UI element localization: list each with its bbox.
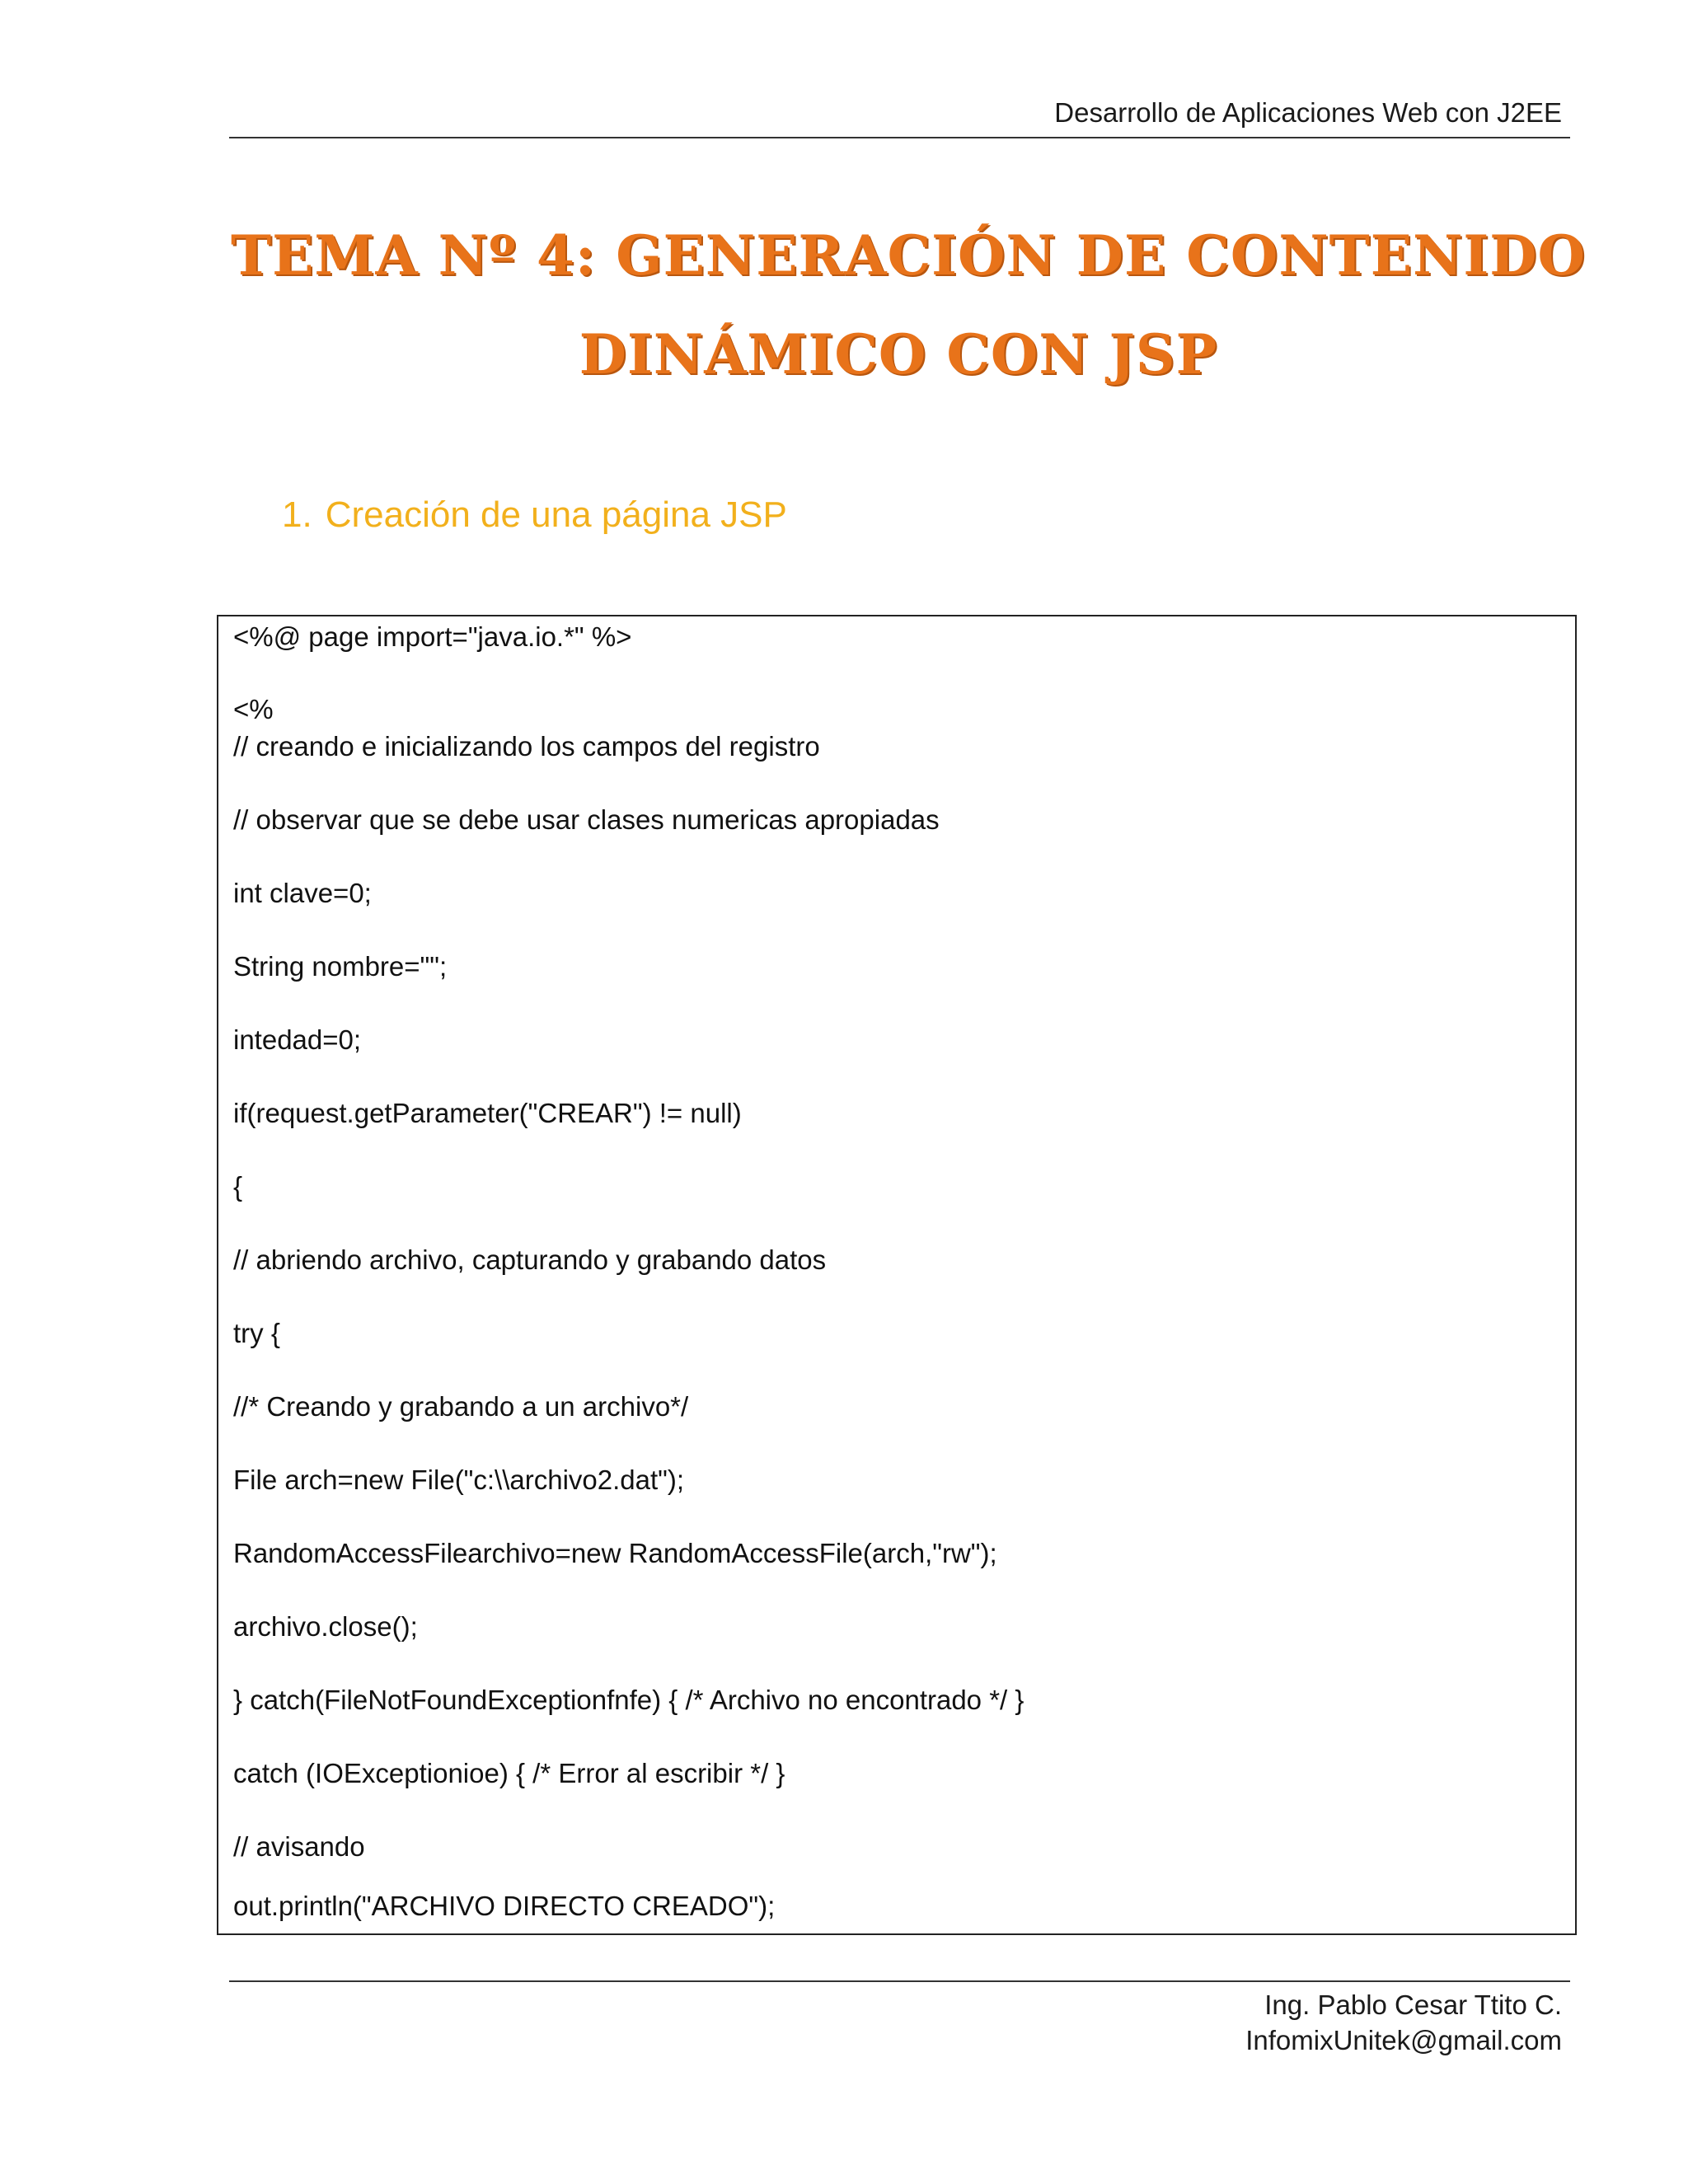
code-line-15: archivo.close(); — [233, 1611, 418, 1642]
code-line-7: intedad=0; — [233, 1024, 362, 1055]
page-header-title: Desarrollo de Aplicaciones Web con J2EE — [1054, 97, 1562, 128]
code-line-16: } catch(FileNotFoundExceptionfnfe) { /* Archivo no encontrado */ } — [233, 1685, 1025, 1715]
code-line-3: // creando e inicializando los campos del registro — [233, 731, 820, 762]
section-heading-text: Creación de una página JSP — [325, 494, 787, 535]
footer-divider — [229, 1980, 1570, 1982]
code-line-9: { — [233, 1171, 243, 1202]
code-line-1: <%@ page import="java.io.*" %> — [233, 621, 632, 652]
footer-email: InfomixUnitek@gmail.com — [1245, 2025, 1562, 2055]
code-line-4: // observar que se debe usar clases numericas apropiadas — [233, 804, 940, 835]
code-listing-box — [217, 615, 1577, 1935]
code-line-10: // abriendo archivo, capturando y grabando datos — [233, 1244, 827, 1275]
footer-author: Ing. Pablo Cesar Ttito C. — [1264, 1990, 1562, 2020]
code-line-17: catch (IOExceptionioe) { /* Error al escribir */ } — [233, 1758, 785, 1788]
section-heading — [282, 494, 787, 536]
code-line-12: //* Creando y grabando a un archivo*/ — [233, 1391, 689, 1422]
document-title — [231, 206, 1587, 404]
header-divider — [229, 137, 1570, 138]
code-line-19: out.println("ARCHIVO DIRECTO CREADO"); — [233, 1891, 776, 1921]
code-line-8: if(request.getParameter("CREAR") != null) — [233, 1098, 742, 1128]
code-line-13: File arch=new File("c:\\archivo2.dat"); — [233, 1465, 685, 1495]
code-line-14: RandomAccessFilearchivo=new RandomAccessFile(arch,"rw"); — [233, 1538, 997, 1568]
code-line-11: try { — [233, 1318, 280, 1348]
section-number: 1. — [282, 494, 312, 535]
code-line-6: String nombre=""; — [233, 951, 448, 982]
document-title-line-1: TEMA Nº 4: GENERACIÓN DE CONTENIDO — [231, 223, 1587, 288]
code-line-2: <% — [233, 694, 274, 724]
document-title-line-2: DINÁMICO CON JSP — [579, 322, 1218, 387]
code-line-18: // avisando — [233, 1831, 365, 1862]
code-line-5: int clave=0; — [233, 878, 372, 908]
